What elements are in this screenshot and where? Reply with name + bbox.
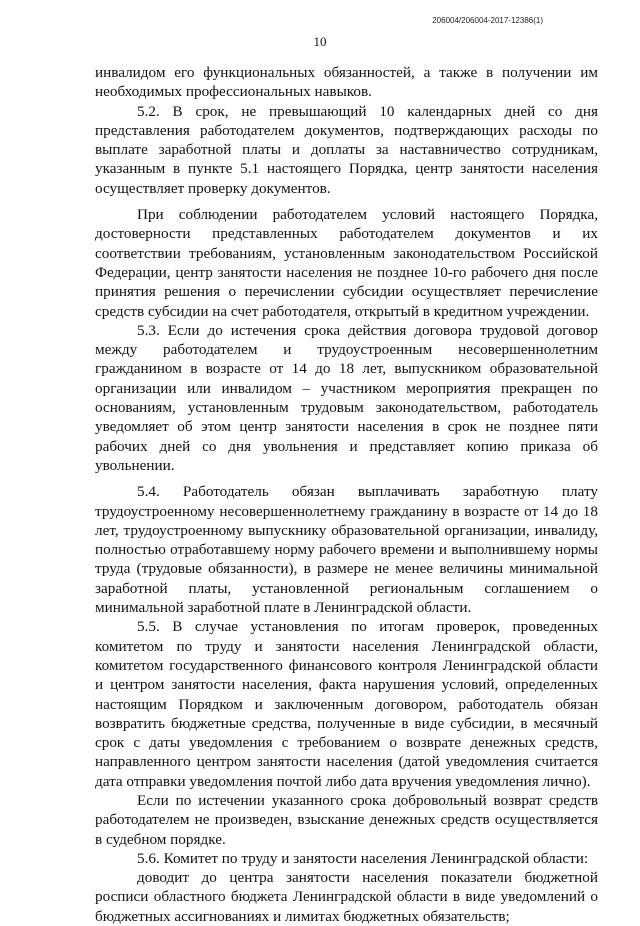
paragraph: доводит до центра занятости населения показатели бюджетной росписи областного бюджета Ленинградской области в виде уведомлений о бюджетных ассигнованиях и лимитах бюджетных обязательств; xyxy=(95,869,598,925)
paragraph-5-4: 5.4. Работодатель обязан выплачивать заработную плату трудоустроенному несовершеннолетнему гражданину в возрасте от 14 до 18 лет, трудоустроенному выпускнику образовательной организации, инвалиду, полностью отработавшему норму рабочего времени и выполнившему нормы труда (трудовые обязанности), в размере не менее величины минимальной заработной платы, установленной региональным соглашением о минимальной заработной плате в Ленинградской области. xyxy=(95,483,598,617)
paragraph: инвалидом его функциональных обязанностей, а также в получении им необходимых профессиональных навыков. xyxy=(95,64,598,101)
paragraph: При соблюдении работодателем условий настоящего Порядка, достоверности представленных работодателем документов и их соответствии требованиям, установленным законодательством Российской Федерации, центр занятости населения не позднее 10-го рабочего дня после принятия решения о перечислении субсидии осуществляет перечисление средств субсидии на счет работодателя, открытый в кредитном учреждении. xyxy=(95,206,598,320)
paragraph-5-5: 5.5. В случае установления по итогам проверок, проведенных комитетом по труду и занятости населения Ленинградской области, комитетом государственного финансового контроля Ленинградской области и центром занятости населения, факта нарушения условий, определенных настоящим Порядком и заключенным договором, работодатель обязан возвратить бюджетные средства, полученные в виде субсидии, в месячный срок с даты уведомления с требованием о возврате денежных средств, направленного центром занятости населения (датой уведомления считается дата отправки уведомления почтой либо дата вручения уведомления лично). xyxy=(95,618,598,790)
paragraph-5-2: 5.2. В срок, не превышающий 10 календарных дней со дня представления работодателем документов, подтверждающих расходы по выплате заработной платы и доплаты за наставничество сотрудникам, указанным в пункте 5.1 настоящего Порядка, центр занятости населения осуществляет проверку документов. xyxy=(95,102,598,197)
document-id: 206004/206004-2017-12386(1) xyxy=(432,16,543,25)
paragraph: Если по истечении указанного срока добровольный возврат средств работодателем не произведен, взыскание денежных средств осуществляется в судебном порядке. xyxy=(95,791,598,848)
page-number: 10 xyxy=(313,34,327,49)
paragraph-5-3: 5.3. Если до истечения срока действия договора трудовой договор между работодателем и трудоустроенным несовершеннолетним гражданином в возрасте от 14 до 18 лет, выпускником образовательной организации или инвалидом – участником мероприятия прекращен по основаниям, установленным трудовым законодательством, работодатель уведомляет об этом центр занятости населения в срок не позднее пяти рабочих дней со дня увольнения и представляет копию приказа об увольнении. xyxy=(95,321,598,474)
document-body xyxy=(95,63,598,926)
paragraph-5-6: 5.6. Комитет по труду и занятости населения Ленинградской области: xyxy=(137,849,589,867)
